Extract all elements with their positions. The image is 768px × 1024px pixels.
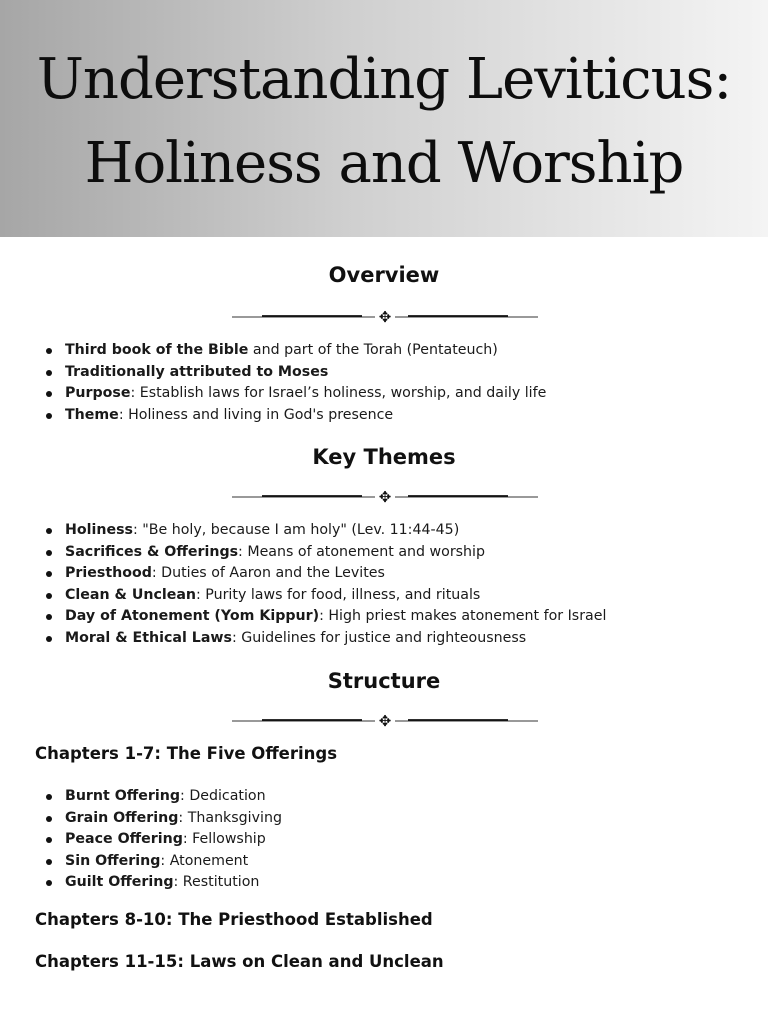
bullet-icon <box>46 348 52 354</box>
list-item-term: Moral & Ethical Laws <box>65 629 232 646</box>
list-item-description: : Dedication <box>180 788 266 804</box>
bullet-icon <box>46 816 52 822</box>
bullet-icon <box>46 391 52 397</box>
list-item-term: Sin Offering <box>65 852 161 869</box>
list-item <box>45 606 606 628</box>
chapter-heading-11-15: Chapters 11-15: Laws on Clean and Unclean <box>35 952 444 971</box>
page-title <box>0 38 768 206</box>
list-item-term: Third book of the Bible <box>65 342 249 358</box>
structure-heading: Structure <box>327 669 441 693</box>
list-item-description: : "Be holy, because I am holy" (Lev. 11:44-45) <box>132 522 460 538</box>
list-item-term: Priesthood <box>65 565 152 581</box>
list-item-term: Sacrifices & Offerings <box>65 543 239 560</box>
bullet-icon <box>46 880 52 886</box>
list-item-description: : Restitution <box>173 874 260 890</box>
list-item-term: Peace Offering <box>65 831 183 847</box>
bullet-icon <box>46 859 52 865</box>
list-item-term: Clean & Unclean <box>65 586 197 603</box>
bullet-icon <box>46 370 52 376</box>
offerings-list <box>45 786 282 894</box>
list-item <box>45 585 606 607</box>
list-item <box>45 383 546 405</box>
page-title-line-2: Holiness and Worship <box>84 131 684 196</box>
bullet-icon <box>46 550 52 556</box>
svg-text:✥: ✥ <box>378 489 392 505</box>
svg-text:✥: ✥ <box>378 309 392 325</box>
svg-text:✥: ✥ <box>378 713 392 729</box>
list-item <box>45 362 546 384</box>
list-item <box>45 340 546 362</box>
list-item-description: : Holiness and living in God's presence <box>118 406 394 423</box>
list-item-term: Purpose <box>65 385 131 401</box>
key-themes-list <box>45 520 606 649</box>
list-item-description: : High priest makes atonement for Israel <box>319 608 607 624</box>
list-item-description: : Thanksgiving <box>178 809 282 826</box>
list-item <box>45 829 282 851</box>
bullet-icon <box>46 571 52 577</box>
list-item <box>45 628 606 650</box>
list-item-term: Holiness <box>65 522 133 538</box>
ornament-divider <box>232 713 538 729</box>
ornament-divider <box>232 489 538 505</box>
list-item <box>45 808 282 830</box>
list-item <box>45 542 606 564</box>
page-title-line-1: Understanding Leviticus: <box>36 47 732 112</box>
bullet-icon <box>46 794 52 800</box>
overview-list <box>45 340 546 426</box>
list-item <box>45 405 546 427</box>
list-item-term: Burnt Offering <box>65 788 181 804</box>
list-item-description: : Atonement <box>160 852 249 869</box>
list-item <box>45 786 282 808</box>
bullet-icon <box>46 413 52 419</box>
bullet-icon <box>46 837 52 843</box>
list-item-term: Guilt Offering <box>65 874 174 890</box>
chapter-heading-1-7: Chapters 1-7: The Five Offerings <box>35 744 338 763</box>
bullet-icon <box>46 614 52 620</box>
list-item-description: : Means of atonement and worship <box>238 543 485 560</box>
list-item-term: Grain Offering <box>65 809 179 826</box>
key-themes-heading: Key Themes <box>312 445 456 469</box>
title-banner <box>0 0 768 237</box>
ornament-divider <box>232 309 538 325</box>
list-item <box>45 520 606 542</box>
list-item <box>45 872 282 894</box>
list-item-description: and part of the Torah (Pentateuch) <box>248 342 498 358</box>
list-item-description: : Fellowship <box>182 831 266 847</box>
list-item-term: Theme <box>65 406 119 423</box>
list-item-term: Traditionally attributed to Moses <box>65 363 329 380</box>
bullet-icon <box>46 636 52 642</box>
bullet-icon <box>46 593 52 599</box>
list-item-description: : Purity laws for food, illness, and rituals <box>196 586 481 603</box>
list-item <box>45 563 606 585</box>
chapter-heading-8-10: Chapters 8-10: The Priesthood Established <box>35 910 433 929</box>
list-item-description: : Duties of Aaron and the Levites <box>151 565 385 581</box>
list-item-description: : Guidelines for justice and righteousness <box>231 629 527 646</box>
overview-heading: Overview <box>328 263 440 287</box>
list-item-description: : Establish laws for Israel’s holiness, worship, and daily life <box>130 385 547 401</box>
list-item <box>45 851 282 873</box>
list-item-term: Day of Atonement (Yom Kippur) <box>65 608 320 624</box>
bullet-icon <box>46 528 52 534</box>
